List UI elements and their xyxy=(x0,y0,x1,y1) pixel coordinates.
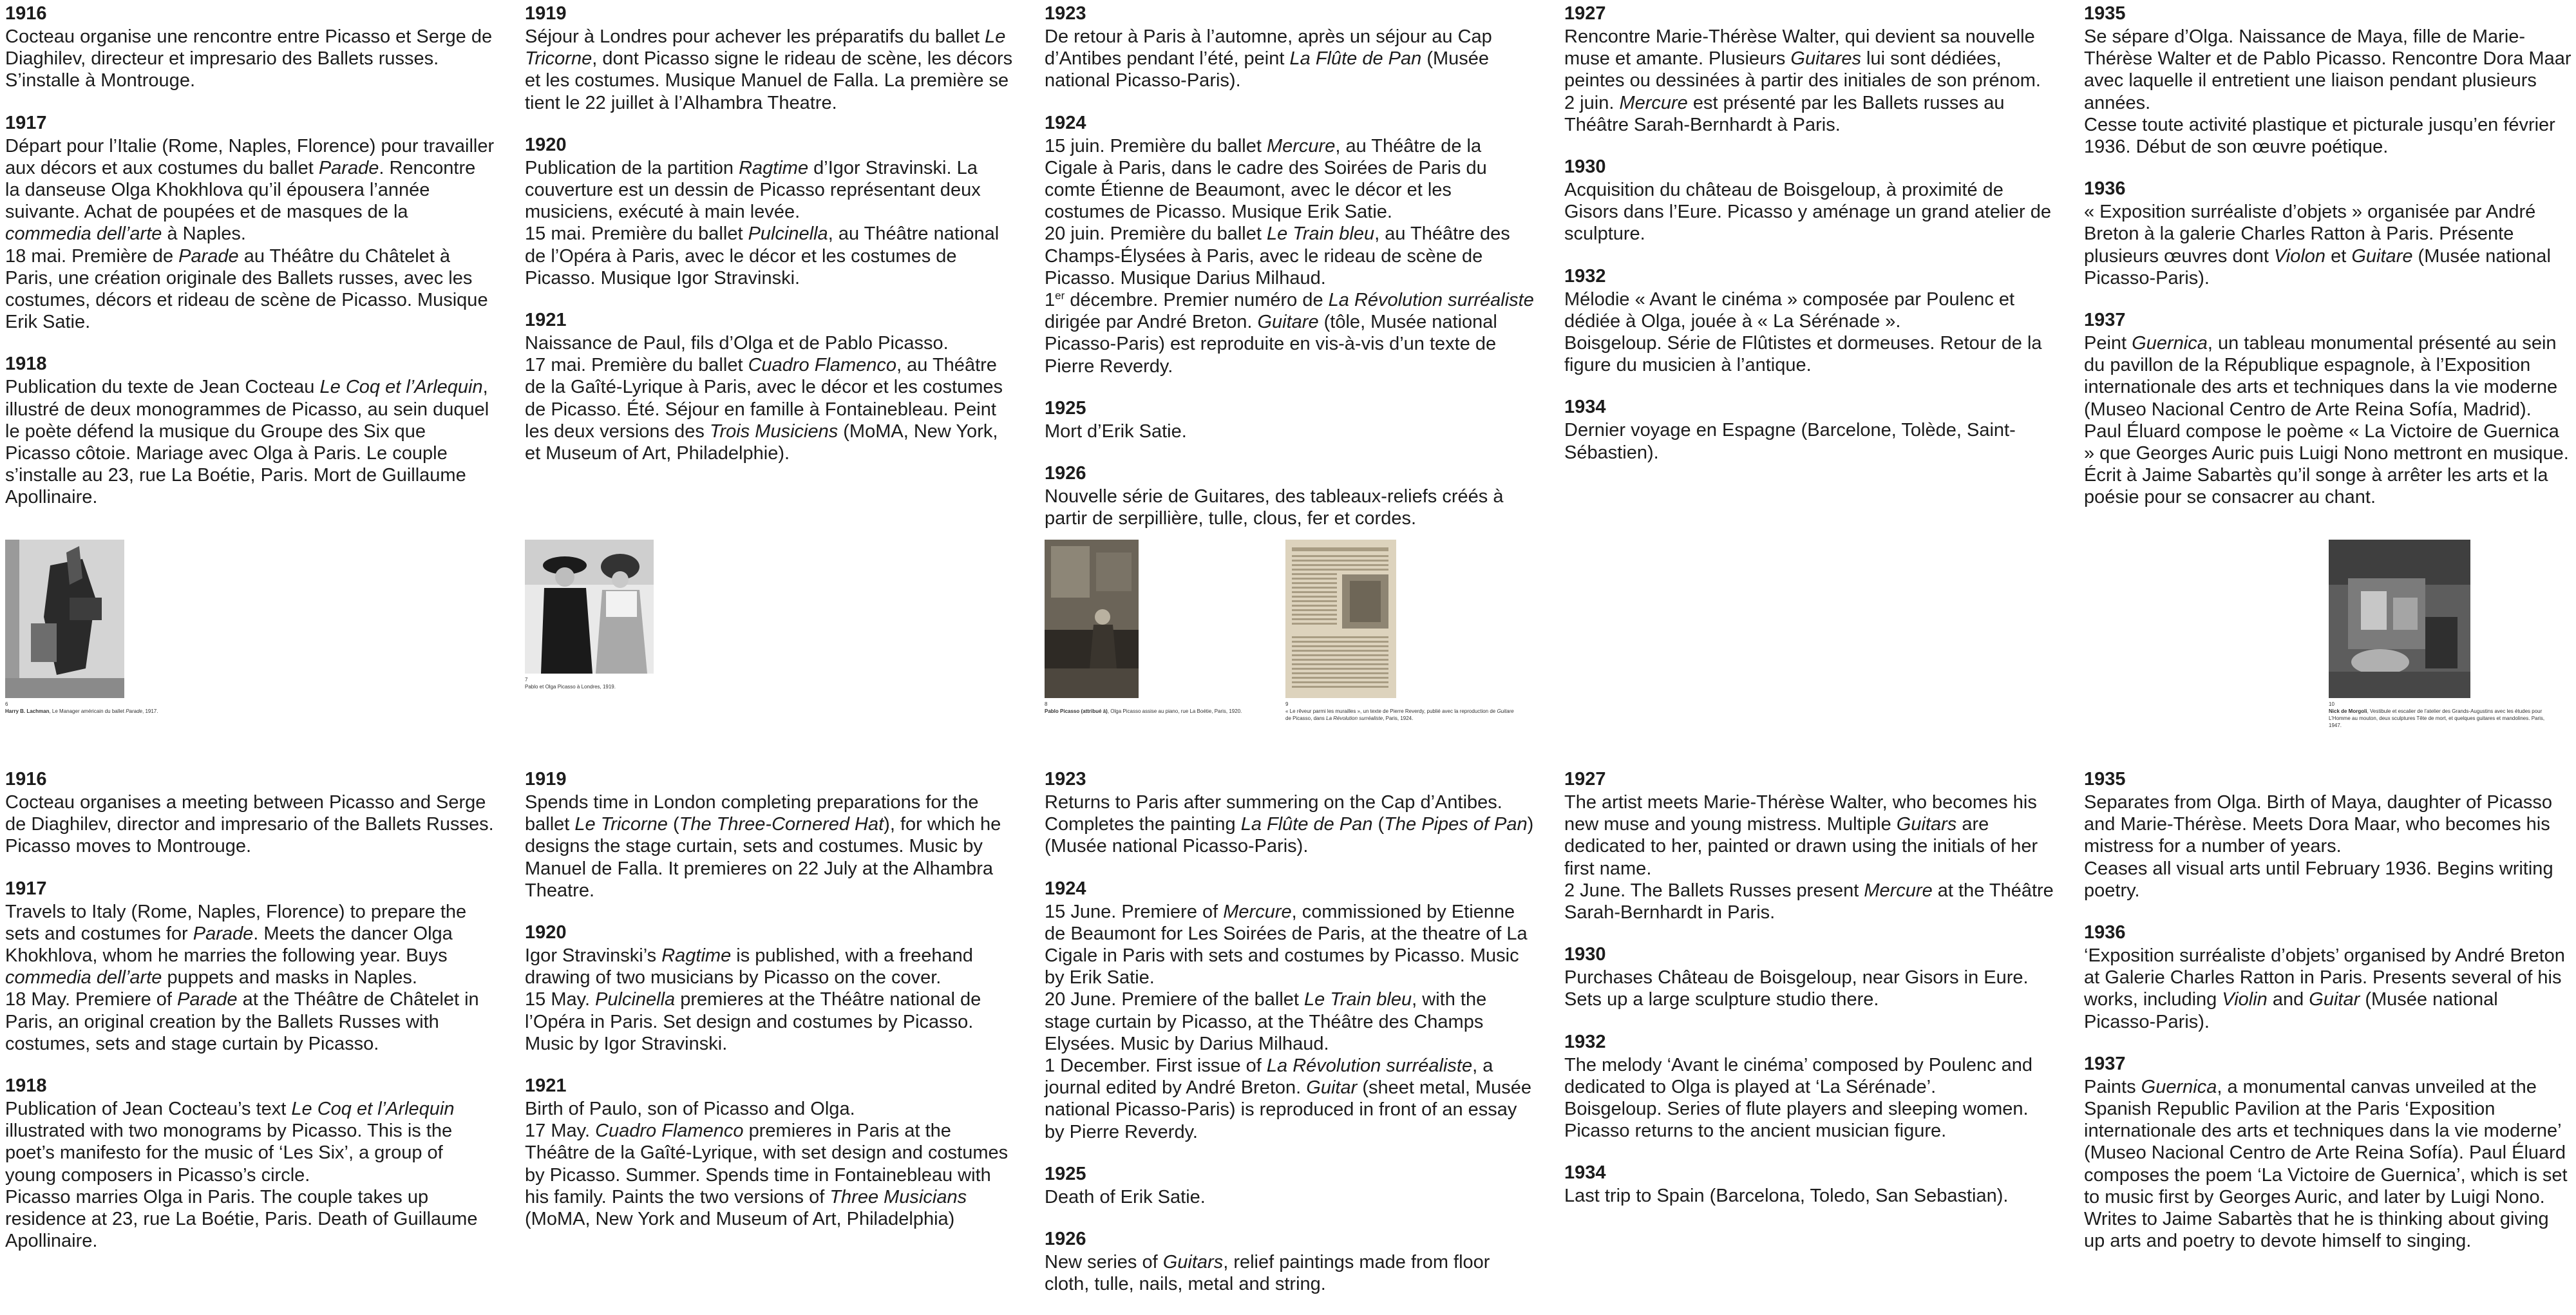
figure-9 xyxy=(1285,540,1517,722)
french-column-1 xyxy=(5,3,495,529)
english-column-4 xyxy=(1564,768,2054,1227)
timeline-entry xyxy=(2084,309,2573,509)
entry-year: 1930 xyxy=(1564,944,1606,965)
entry-year: 1921 xyxy=(525,1075,567,1097)
timeline-entry xyxy=(1564,1031,2054,1142)
entry-text: Birth of Paulo, son of Picasso and Olga. 17 May. Cuadro Flamenco premieres in Paris at the Théâtre de la Gaîté-Lyrique, with set design and costumes by Picasso. Summer. Spends time in Fontainebleau with his family. Paints the two versions of Three Musicians (MoMA, New York and Museum of Art, Philadelphia) xyxy=(525,1099,1009,1230)
timeline-entry xyxy=(1045,3,1534,92)
entry-text: Cocteau organises a meeting between Picasso and Serge de Diaghilev, director and impresario of the Ballets Russes. Picasso moves to Montrouge. xyxy=(5,792,494,857)
photo-pablo-olga-london xyxy=(525,540,654,674)
figure-7 xyxy=(525,540,757,690)
entry-year: 1923 xyxy=(1045,3,1086,24)
timeline-entry xyxy=(525,768,1014,902)
timeline-entry xyxy=(525,3,1014,114)
entry-text: Mort d’Erik Satie. xyxy=(1045,421,1187,442)
entry-text: Peint Guernica, un tableau monumental présenté au sein du pavillon de la République espagnole, à l’Exposition internationale des arts et techniques dans la vie moderne (Museo Nacional Centro de Arte Reina Sofía, Madrid). Paul Éluard compose le poème « La Victoire de Guernica » que Georges Auric puis Luigi Nono mettront en musique. Écrit à Jaime Sabartès qu’il songe à arrêter les arts et la poésie pour se consacrer au chant. xyxy=(2084,333,2569,508)
entry-text: The artist meets Marie-Thérèse Walter, who becomes his new muse and young mistress. Multiple Guitars are dedicated to her, painted or drawn using the initials of her first name. 2 June. The Ballets Russes present Mercure at the Théâtre Sarah-Bernhardt in Paris. xyxy=(1564,792,2054,923)
english-column-3 xyxy=(1045,768,1534,1315)
timeline-entry xyxy=(5,112,495,334)
entry-year: 1930 xyxy=(1564,156,1606,178)
timeline-entry xyxy=(1045,1228,1534,1295)
entry-year: 1932 xyxy=(1564,265,1606,287)
entry-year: 1926 xyxy=(1045,1229,1086,1250)
entry-year: 1923 xyxy=(1045,769,1086,790)
entry-text: Mélodie « Avant le cinéma » composée par Poulenc et dédiée à Olga, jouée à « La Sérénade ». Boisgeloup. Série de Flûtistes et dormeuses. Retour de la figure du musicien à l’antique. xyxy=(1564,289,2042,376)
entry-year: 1927 xyxy=(1564,3,1606,24)
entry-text: Separates from Olga. Birth of Maya, daughter of Picasso and Marie-Thérèse. Meets Dora Maar, who becomes his mistress for a number of years. Ceases all visual arts until February 1936. Begins writing poetry. xyxy=(2084,792,2553,901)
entry-text: « Exposition surréaliste d’objets » organisée par André Breton à la galerie Charles Ratton à Paris. Présente plusieurs œuvres dont Violon et Guitare (Musée national Picasso-Paris). xyxy=(2084,202,2551,289)
timeline-entry xyxy=(5,768,495,858)
entry-text: Paints Guernica, a monumental canvas unveiled at the Spanish Republic Pavilion at the Paris ‘Exposition internationale des arts et techniques dans la vie moderne’ (Museo Nacional Centro de Arte Reina Sofía). Paul Éluard composes the poem ‘La Victoire de Guernica’, which is set to music first by Georges Auric, and later by Luigi Nono. Writes to Jaime Sabartès that he is thinking about giving up arts and poetry to devote himself to singing. xyxy=(2084,1076,2568,1252)
figure-10-caption: 10 Nick de Morgoli, Vestibule et escalier de l’atelier des Grands-Augustins avec les études pour L’Homme au mouton, deux sculptures Tête de mort, et quelques guitares et mandolines. Paris, 1947. xyxy=(2329,701,2545,728)
entry-text: Returns to Paris after summering on the Cap d’Antibes. Completes the painting La Flûte de Pan (The Pipes of Pan) (Musée national Picasso-Paris). xyxy=(1045,792,1534,857)
entry-text: The melody ‘Avant le cinéma’ composed by Poulenc and dedicated to Olga is played at ‘La Sérénade’. Boisgeloup. Series of flute players and sleeping women. Picasso returns to the ancient musician figure. xyxy=(1564,1054,2033,1142)
timeline-entry xyxy=(5,878,495,1055)
entry-text: New series of Guitars, relief paintings made from floor cloth, tulle, nails, metal and string. xyxy=(1045,1252,1490,1295)
timeline-entry xyxy=(1045,462,1534,529)
timeline-entry xyxy=(2084,768,2573,902)
figure-7-caption: 7 Pablo et Olga Picasso à Londres, 1919. xyxy=(525,677,616,690)
photo-drawing xyxy=(1045,540,1139,698)
photo-drawing xyxy=(525,540,654,674)
figure-6-caption: 6 Harry B. Lachman, Le Manager américain du ballet Parade, 1917. xyxy=(5,701,158,714)
entry-year: 1925 xyxy=(1045,1163,1086,1184)
entry-year: 1935 xyxy=(2084,3,2126,24)
french-column-2 xyxy=(525,3,1014,484)
entry-text: Purchases Château de Boisgeloup, near Gisors in Eure. Sets up a large sculpture studio there. xyxy=(1564,967,2029,1010)
entry-year: 1927 xyxy=(1564,769,1606,790)
entry-year: 1924 xyxy=(1045,112,1086,133)
timeline-entry xyxy=(525,134,1014,289)
entry-year: 1924 xyxy=(1045,878,1086,899)
english-column-2 xyxy=(525,768,1014,1250)
entry-year: 1917 xyxy=(5,112,47,133)
english-column-1 xyxy=(5,768,495,1272)
entry-text: 15 juin. Première du ballet Mercure, au Théâtre de la Cigale à Paris, dans le cadre des Soirées de Paris du comte Étienne de Beaumont, avec le décor et les costumes de Picasso. Musique Erik Satie. 20 juin. Première du ballet Le Train bleu, au Théâtre des Champs-Élysées à Paris, avec le rideau de scène de Picasso. Musique Darius Milhaud. 1er décembre. Premier numéro de La Révolution surréaliste dirigée par André Breton. Guitare (tôle, Musée national Picasso-Paris) est reproduite en vis-à-vis d’un texte de Pierre Reverdy. xyxy=(1045,135,1534,377)
entry-year: 1925 xyxy=(1045,397,1086,419)
entry-text: Naissance de Paul, fils d’Olga et de Pablo Picasso. 17 mai. Première du ballet Cuadro Flamenco, au Théâtre de la Gaîté-Lyrique à Paris, avec le décor et les costumes de Picasso. Été. Séjour en famille à Fontainebleau. Peint les deux versions des Trois Musiciens (MoMA, New York, et Museum of Art, Philadelphie). xyxy=(525,333,1003,464)
figure-8-caption: 8 Pablo Picasso (attribué à), Olga Picasso assise au piano, rue La Boétie, Paris, 1920. xyxy=(1045,701,1242,714)
entry-year: 1935 xyxy=(2084,769,2126,790)
timeline-entry xyxy=(1564,265,2054,377)
entry-year: 1920 xyxy=(525,922,567,943)
entry-year: 1921 xyxy=(525,310,567,331)
french-column-5 xyxy=(2084,3,2573,529)
entry-text: Départ pour l’Italie (Rome, Naples, Florence) pour travailler aux décors et aux costumes du ballet Parade. Rencontre la danseuse Olga Khokhlova qu’il épousera l’année suivante. Achat de poupées et de masques de la commedia dell’arte à Naples. 18 mai. Première de Parade au Théâtre du Châtelet à Paris, une création originale des Ballets russes, avec les costumes, décors et rideau de scène de Picasso. Musique Erik Satie. xyxy=(5,135,495,333)
entry-text: Rencontre Marie-Thérèse Walter, qui devient sa nouvelle muse et amante. Plusieurs Guitares lui sont dédiées, peintes ou dessinées à partir des initiales de son prénom. 2 juin. Mercure est présenté par les Ballets russes au Théâtre Sarah-Bernhardt à Paris. xyxy=(1564,26,2041,135)
entry-year: 1920 xyxy=(525,134,567,155)
timeline-entry xyxy=(1564,3,2054,136)
timeline-entry xyxy=(525,309,1014,464)
timeline-entry xyxy=(525,922,1014,1055)
photo-olga-at-piano xyxy=(1045,540,1139,698)
timeline-entry xyxy=(5,353,495,508)
french-column-3 xyxy=(1045,3,1534,549)
entry-text: Dernier voyage en Espagne (Barcelone, Tolède, Saint-Sébastien). xyxy=(1564,420,2016,463)
photo-grands-augustins-studio xyxy=(2329,540,2470,698)
timeline-entry xyxy=(2084,1053,2573,1253)
entry-text: 15 June. Premiere of Mercure, commissioned by Etienne de Beaumont for Les Soirées de Paris, at the theatre of La Cigale in Paris with sets and costumes by Picasso. Music by Erik Satie. 20 June. Premiere of the ballet Le Train bleu, with the stage curtain by Picasso, at the Théâtre des Champs Elysées. Music by Darius Milhaud. 1 December. First issue of La Révolution surréaliste, a journal edited by André Breton. Guitar (sheet metal, Musée national Picasso-Paris) is reproduced in front of an essay by Pierre Reverdy. xyxy=(1045,901,1532,1142)
photo-drawing xyxy=(2329,540,2470,698)
entry-year: 1937 xyxy=(2084,1053,2126,1074)
entry-text: Séjour à Londres pour achever les préparatifs du ballet Le Tricorne, dont Picasso signe le rideau de scène, les décors et les costumes. Musique Manuel de Falla. La première se tient le 22 juillet à l’Alhambra Theatre. xyxy=(525,26,1013,113)
timeline-entry xyxy=(1045,112,1534,377)
timeline-entry xyxy=(1564,156,2054,245)
figure-8 xyxy=(1045,540,1276,715)
entry-year: 1932 xyxy=(1564,1031,1606,1052)
figure-10 xyxy=(2329,540,2548,729)
entry-text: Nouvelle série de Guitares, des tableaux-reliefs créés à partir de serpillière, tulle, clous, fer et cordes. xyxy=(1045,486,1504,529)
entry-text: Publication de la partition Ragtime d’Igor Stravinski. La couverture est un dessin de Picasso représentant deux musiciens, exécuté à main levée. 15 mai. Première du ballet Pulcinella, au Théâtre national de l’Opéra à Paris, avec le décor et les costumes de Picasso. Musique Igor Stravinski. xyxy=(525,157,999,289)
figure-9-caption: 9 « Le rêveur parmi les murailles », un texte de Pierre Reverdy, publié avec la reproduction de Guitare de Picasso, dans La Révolution surréaliste, Paris, 1924. xyxy=(1285,701,1514,721)
entry-text: Death of Erik Satie. xyxy=(1045,1186,1206,1207)
timeline-entry xyxy=(1564,943,2054,1010)
timeline-entry xyxy=(1045,1163,1534,1208)
entry-year: 1916 xyxy=(5,769,47,790)
entry-year: 1918 xyxy=(5,354,47,375)
timeline-entry xyxy=(2084,178,2573,289)
entry-text: Igor Stravinski’s Ragtime is published, with a freehand drawing of two musicians by Picasso on the cover. 15 May. Pulcinella premieres at the Théâtre national de l’Opéra in Paris. Set design and costumes by Picasso. Music by Igor Stravinski. xyxy=(525,945,981,1054)
photo-drawing xyxy=(1285,540,1396,698)
entry-year: 1934 xyxy=(1564,397,1606,418)
entry-text: Publication of Jean Cocteau’s text Le Coq et l’Arlequin illustrated with two monograms by Picasso. This is the poet’s manifesto for the music of ‘Les Six’, a group of young composers in Picasso’s circle. Picasso marries Olga in Paris. The couple takes up residence at 23, rue La Boétie, Paris. Death of Guillaume Apollinaire. xyxy=(5,1099,478,1252)
entry-year: 1934 xyxy=(1564,1162,1606,1184)
entry-year: 1919 xyxy=(525,3,567,24)
photo-drawing xyxy=(5,540,124,698)
entry-text: Se sépare d’Olga. Naissance de Maya, fille de Marie-Thérèse Walter et de Pablo Picasso. Rencontre Dora Maar avec laquelle il entretient une liaison pendant plusieurs années. Cesse toute activité plastique et picturale jusqu’en février 1936. Début de son œuvre poétique. xyxy=(2084,26,2571,158)
entry-year: 1937 xyxy=(2084,310,2126,331)
figure-6 xyxy=(5,540,237,715)
timeline-entry xyxy=(2084,922,2573,1033)
photo-revolution-surrealiste-page xyxy=(1285,540,1396,698)
entry-text: Cocteau organise une rencontre entre Picasso et Serge de Diaghilev, directeur et impresario des Ballets russes. S’installe à Montrouge. xyxy=(5,26,493,91)
entry-year: 1936 xyxy=(2084,922,2126,943)
timeline-entry xyxy=(1045,878,1534,1143)
timeline-entry xyxy=(1564,396,2054,463)
photo-manager-costume xyxy=(5,540,124,698)
timeline-entry xyxy=(1564,1162,2054,1207)
french-column-4 xyxy=(1564,3,2054,484)
entry-text: Publication du texte de Jean Cocteau Le Coq et l’Arlequin, illustré de deux monogrammes de Picasso, au sein duquel le poète défend la musique du Groupe des Six que Picasso côtoie. Mariage avec Olga à Paris. Le couple s’installe au 23, rue La Boétie, Paris. Mort de Guillaume Apollinaire. xyxy=(5,377,489,508)
entry-text: Spends time in London completing preparations for the ballet Le Tricorne (The Three-Cornered Hat), for which he designs the stage curtain, sets and costumes. Music by Manuel de Falla. It premieres on 22 July at the Alhambra Theatre. xyxy=(525,792,1001,901)
timeline-entry xyxy=(1564,768,2054,923)
timeline-entry xyxy=(1045,768,1534,858)
entry-year: 1918 xyxy=(5,1075,47,1097)
entry-year: 1919 xyxy=(525,769,567,790)
timeline-entry xyxy=(525,1075,1014,1230)
entry-text: Last trip to Spain (Barcelona, Toledo, San Sebastian). xyxy=(1564,1186,2009,1207)
entry-year: 1936 xyxy=(2084,178,2126,200)
english-column-5 xyxy=(2084,768,2573,1272)
timeline-entry xyxy=(5,3,495,92)
entry-text: Acquisition du château de Boisgeloup, à proximité de Gisors dans l’Eure. Picasso y aménage un grand atelier de sculpture. xyxy=(1564,180,2052,245)
timeline-entry xyxy=(2084,3,2573,158)
timeline-entry xyxy=(5,1075,495,1252)
entry-text: De retour à Paris à l’automne, après un séjour au Cap d’Antibes pendant l’été, peint La Flûte de Pan (Musée national Picasso-Paris). xyxy=(1045,26,1492,91)
entry-year: 1926 xyxy=(1045,463,1086,484)
entry-year: 1917 xyxy=(5,878,47,899)
entry-text: Travels to Italy (Rome, Naples, Florence) to prepare the sets and costumes for Parade. Meets the dancer Olga Khokhlova, whom he marries the following year. Buys commedia dell’arte puppets and masks in Naples. 18 May. Premiere of Parade at the Théâtre de Châtelet in Paris, an original creation by the Ballets Russes with costumes, sets and stage curtain by Picasso. xyxy=(5,901,479,1054)
entry-year: 1916 xyxy=(5,3,47,24)
entry-text: ‘Exposition surréaliste d’objets’ organised by André Breton at Galerie Charles Ratton in Paris. Presents several of his works, including Violin and Guitar (Musée national Picasso-Paris). xyxy=(2084,945,2565,1032)
timeline-entry xyxy=(1045,397,1534,442)
